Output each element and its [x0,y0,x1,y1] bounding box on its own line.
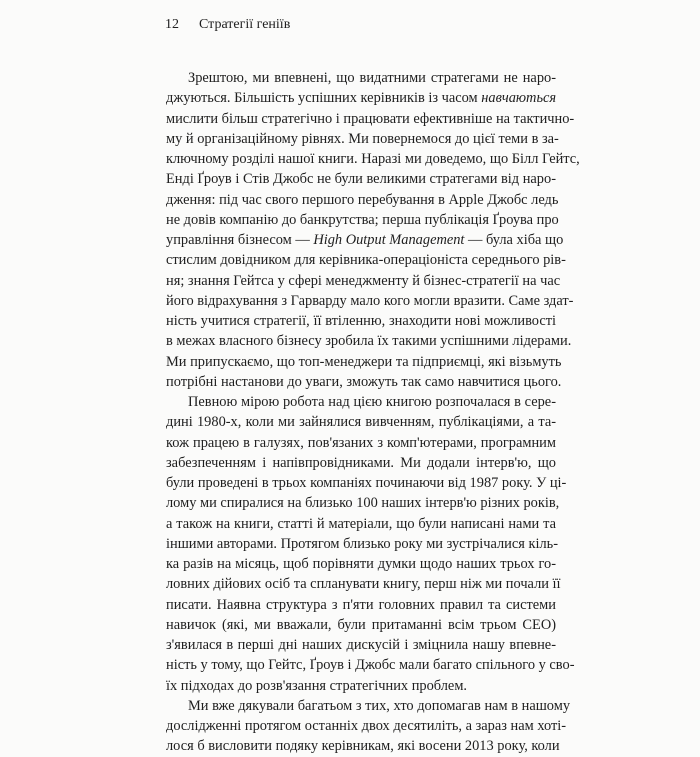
text-line [166,514,556,534]
text-line [166,169,556,189]
text-segment: забезпеченням і напівпровідниками. Ми додали інтерв'ю, що [166,454,556,471]
text-segment: ловних дійових осіб та спланувати книгу, перш ніж ми почали її [166,576,561,593]
paragraph-first-line [166,68,556,88]
text-line [166,372,562,392]
page-number: 12 [165,17,179,32]
text-line [166,433,556,453]
text-segment: стислим довідником для керівника-операціоніста середнього рів- [166,252,566,269]
text-line [166,635,556,655]
running-header [165,16,290,34]
text-segment: Енді Ґроув і Стів Джобс не були великими стратегами від наро- [166,171,556,188]
text-segment: а також на книги, статті й матеріали, що були написані нами та [166,515,556,532]
text-line [166,109,575,129]
text-segment: ключному розділі нашої книги. Наразі ми доведемо, що Білл Гейтс, [166,151,580,167]
text-segment: його відрахування з Гарварду мало кого могли вразити. Саме здат- [166,292,574,309]
text-segment: були проведені в трьох компаніях починаючи від 1987 року. У ці- [166,475,567,491]
text-segment: їх підходах до розв'язання стратегічних проблем. [166,677,468,694]
text-line [166,473,567,493]
text-line [166,453,556,473]
text-line [166,493,560,513]
text-segment: — була хіба що [464,232,564,248]
text-line [166,615,556,635]
text-line [166,352,562,372]
text-segment: ня; знання Гейтса у сфері менеджменту й бізнес-стратегії на час [166,272,561,289]
text-line [166,595,556,615]
italic-text: High Output Management [313,232,465,248]
text-segment: управління бізнесом — [166,232,314,248]
text-line [166,534,556,554]
text-segment: Ми припускаємо, що топ-менеджери та підприємці, які візьмуть [166,353,562,370]
italic-text: навчаються [481,90,557,107]
text-segment: ність у тому, що Гейтс, Ґроув і Джобс мали багато спільного у сво- [166,657,575,674]
text-segment: лося б висловити подяку керівникам, які восени 2013 року, коли [166,738,560,755]
paragraph-first-line [166,392,556,412]
text-line [166,190,559,210]
text-segment: дині 1980-х, коли ми зайнялися вивченням, публікаціями, а та- [166,414,556,431]
text-segment: му й організаційному рівнях. Ми повернемося до цієї теми в за- [166,130,559,147]
text-line [166,655,575,675]
text-line [166,736,560,756]
text-line [166,716,567,736]
text-segment: ка разів на місяць, щоб порівняти думки щодо наших трьох го- [166,556,556,572]
text-segment: Ми вже дякували багатьом з тих, хто допомагав нам в нашому [188,697,571,714]
text-segment: навичок (які, ми вважали, були притаманні всім трьом CEO) [166,616,556,633]
text-line [166,311,556,331]
text-segment: потрібні настанови до уваги, зможуть так само навчитися цього. [166,373,562,390]
text-segment: дослідженні протягом останніх двох десятиліть, а зараз нам хоті- [166,718,567,734]
text-line [166,412,556,432]
text-line [166,554,556,574]
text-line [166,149,580,169]
paragraph-first-line [166,696,571,716]
text-segment: лому ми спиралися на близько 100 наших інтерв'ю різних років, [166,495,560,512]
text-segment: не довів компанію до банкрутства; перша публікація Ґроува про [166,211,559,228]
text-line [166,210,559,230]
text-segment: Певною мірою робота над цією книгою розпочалася в сере- [188,394,556,410]
text-line [166,331,572,351]
text-line [166,291,574,311]
text-line [166,574,561,594]
text-segment: писати. Наявна структура з п'яти головних правил та системи [166,596,556,613]
text-segment: кож працею в галузях, пов'язаних з комп'ютерами, програмним [166,434,556,451]
text-segment: іншими авторами. Протягом близько року ми зустрічалися кіль- [166,535,558,552]
text-segment: дження: під час свого першого перебування в Apple Джобс ледь [166,191,559,208]
text-line [166,88,556,108]
text-line [166,250,566,270]
text-segment: ність учитися стратегії, її втіленню, знаходити нові можливості [166,313,556,329]
text-segment: Зрештою, ми впевнені, що видатними стратегами не наро- [188,70,556,86]
text-line [166,129,559,149]
body-text [166,68,580,757]
text-line [166,271,561,291]
text-segment: з'явилася в перші дні наших дискусій і зміцнила нашу впевне- [166,637,556,653]
text-segment: джуються. Більшість успішних керівників із часом [166,90,482,107]
text-segment: в межах власного бізнесу зробила їх такими успішними лідерами. [166,333,572,350]
text-segment: мислити більш стратегічно і працювати ефективніше на тактично- [166,110,575,127]
text-line [166,230,564,250]
text-line [166,676,556,696]
book-title: Стратегії геніїв [199,17,291,32]
